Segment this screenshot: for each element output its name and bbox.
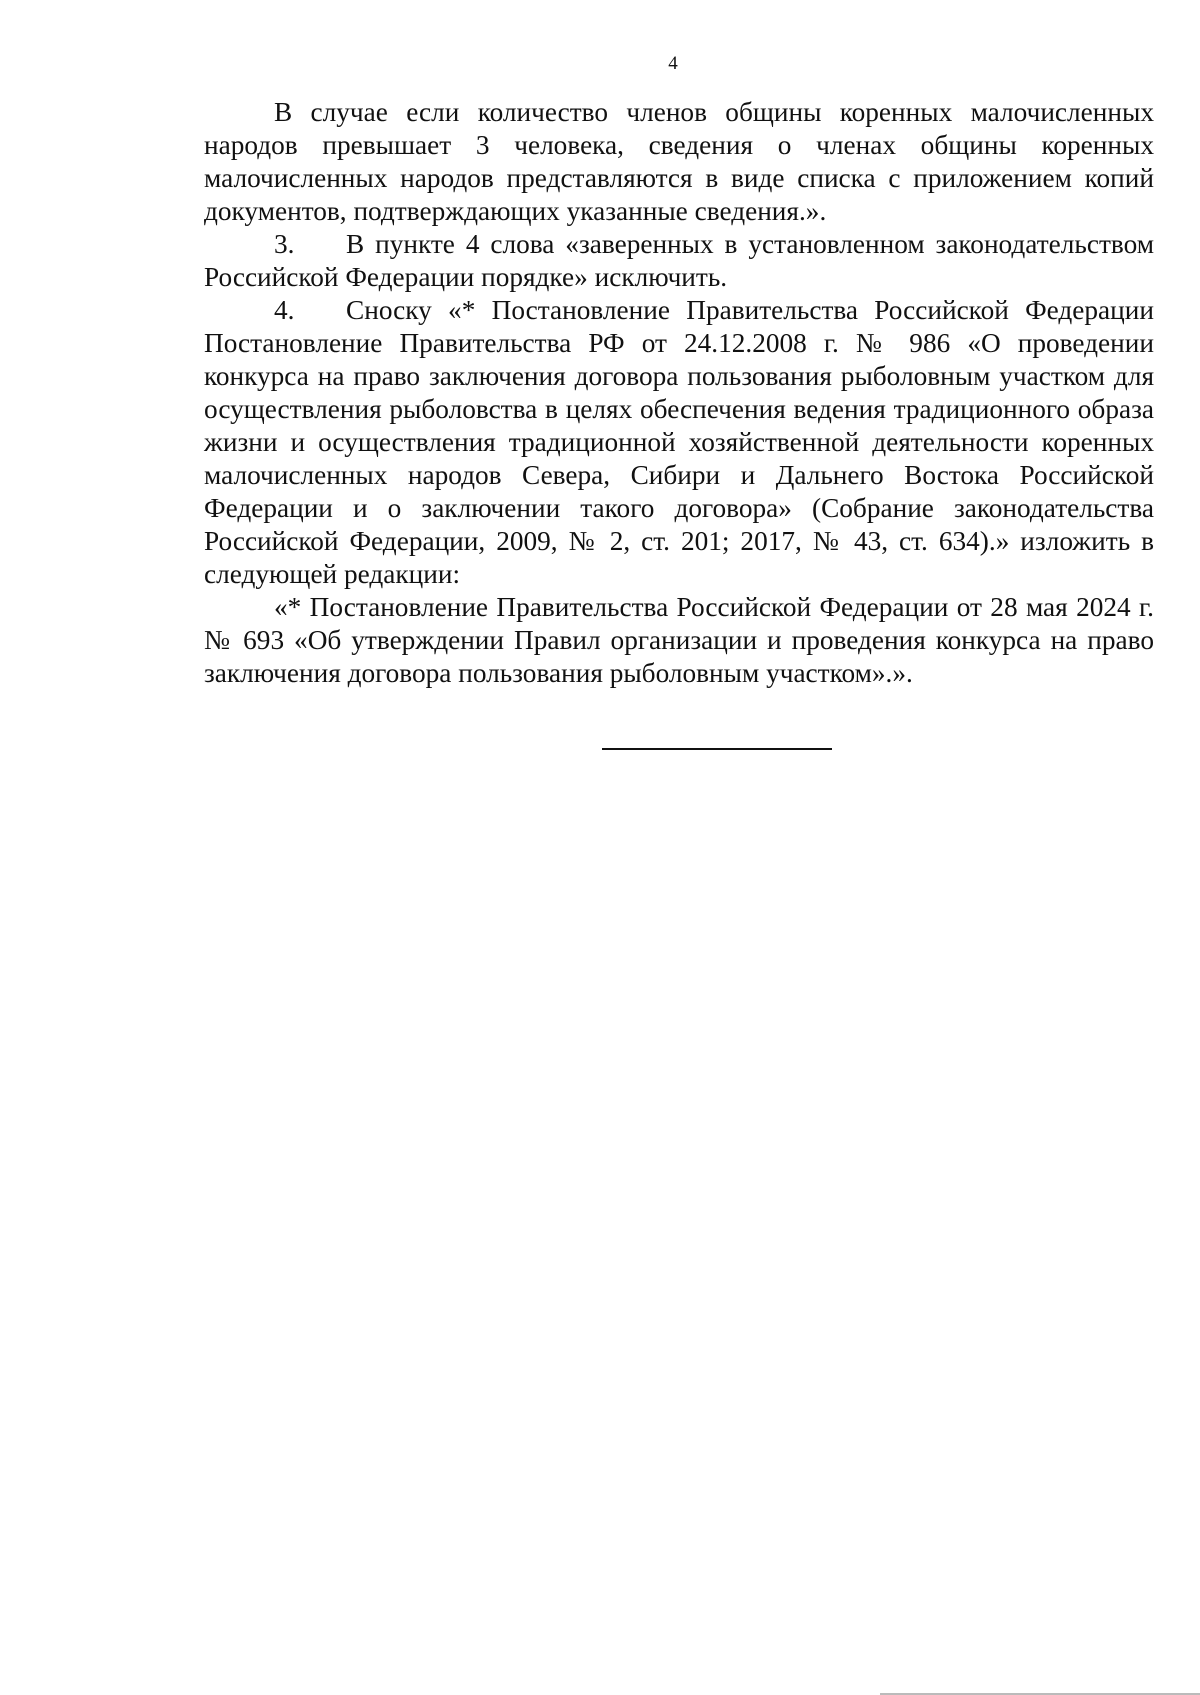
list-item-3-text: В пункте 4 слова «заверенных в установленном законодательством Российской Федерации порядке» исключить. [204,229,1154,292]
paragraph-new-footnote: «* Постановление Правительства Российской Федерации от 28 мая 2024 г. № 693 «Об утверждении Правил организации и проведения конкурса на право заключения договора пользования рыболовным участком».». [204,592,1154,688]
paragraph-community-members: В случае если количество членов общины коренных малочисленных народов превышает 3 человека, сведения о членах общины коренных малочисленных народов представляются в виде списка с приложением копий документов, подтверждающих указанные сведения.». [204,97,1154,226]
document-body [204,96,1154,690]
list-item-3-number: 3. [274,229,295,259]
list-item-4 [204,294,1154,591]
end-divider [602,748,832,750]
list-item-4-text: Сноску «* Постановление Правительства Российской Федерации Постановление Правительства РФ от 24.12.2008 г. № 986 «О проведении конкурса на право заключения договора пользования рыболовным участком для осуществления рыболовства в целях обеспечения ведения традиционного образа жизни и осуществления традиционной хозяйственной деятельности коренных малочисленных народов Севера, Сибири и Дальнего Востока Российской Федерации и о заключении такого договора» (Собрание законодательства Российской Федерации, 2009, № 2, ст. 201; 2017, № 43, ст. 634).» изложить в следующей редакции: [204,295,1154,589]
list-item-4-number: 4. [274,295,295,325]
page-number: 4 [668,53,678,74]
list-item-3 [204,228,1154,294]
